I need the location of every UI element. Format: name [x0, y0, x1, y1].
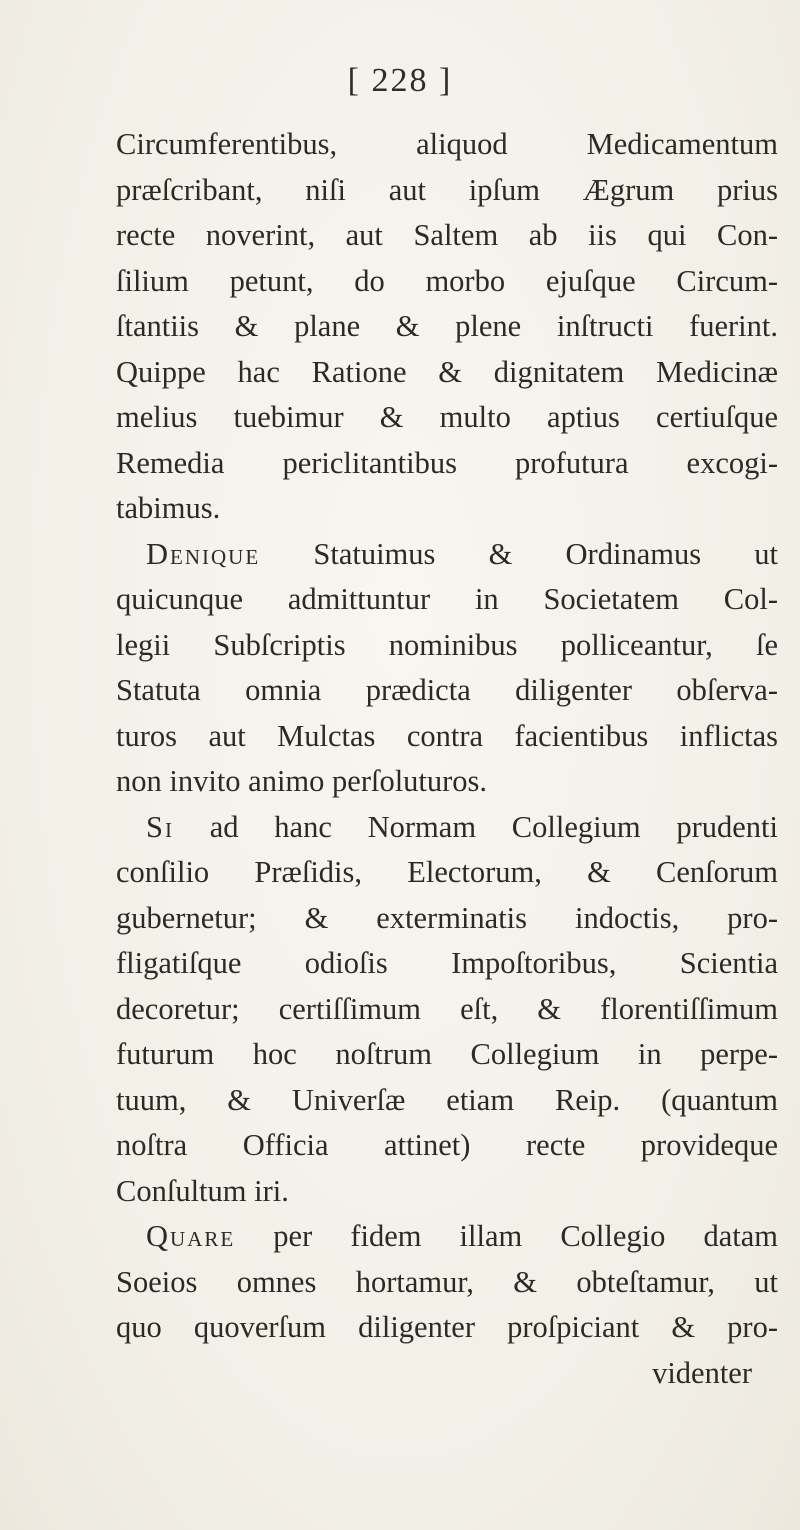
- text-line: legii Subſcriptis nominibus polliceantur, ſe: [116, 627, 778, 662]
- text-line: tabimus.: [116, 491, 221, 525]
- text-line: gubernetur; & exterminatis indoctis, pro-: [116, 900, 778, 935]
- lead-word: Denique: [146, 536, 261, 571]
- text-line: quicunque admittuntur in Societatem Col-: [116, 582, 778, 616]
- first-line-rest: ad hanc Normam Collegium prudenti: [173, 809, 778, 844]
- text-line: noſtra Officia attinet) recte provideque: [116, 1128, 778, 1162]
- paragraph-1: [116, 122, 778, 532]
- text-line: Soeios omnes hortamur, & obteſtamur, ut: [116, 1264, 778, 1299]
- lead-word: Si: [146, 809, 174, 844]
- page-number: [ 228 ]: [347, 62, 453, 99]
- text-line: tuum, & Univerſæ etiam Reip. (quantum: [116, 1082, 778, 1117]
- text-line: fligatiſque odioſis Impoſtoribus, Scientia: [116, 946, 778, 980]
- paragraph-first-line: [116, 805, 778, 851]
- text-line: Conſultum iri.: [116, 1173, 289, 1208]
- text-line: turos aut Mulctas contra facientibus inflictas: [116, 718, 778, 753]
- text-line: non invito animo perſoluturos.: [116, 764, 488, 798]
- text-line: recte noverint, aut Saltem ab iis qui Con-: [116, 218, 778, 252]
- lead-word: Quare: [146, 1219, 236, 1253]
- text-line: quo quoverſum diligenter proſpiciant & pro-: [116, 1310, 778, 1344]
- text-line: ſtantiis & plane & plene inſtructi fuerint.: [116, 309, 778, 343]
- text-line: ſilium petunt, do morbo ejuſque Circum-: [116, 263, 778, 298]
- first-line-rest: Statuimus & Ordinamus ut: [260, 536, 778, 571]
- body-text: [116, 122, 778, 1396]
- text-line: Circumferentibus, aliquod Medicamentum: [116, 127, 778, 161]
- text-line: conſilio Præſidis, Electorum, & Cenſorum: [116, 855, 778, 889]
- paragraph-2: [116, 532, 778, 805]
- text-line: melius tuebimur & multo aptius certiuſque: [116, 400, 778, 434]
- text-line: decoretur; certiſſimum eſt, & florentiſſimum: [116, 991, 778, 1026]
- paragraph-4: [116, 1214, 778, 1396]
- catchword: videnter: [652, 1355, 752, 1390]
- paragraph-3: [116, 805, 778, 1215]
- paragraph-first-line: [116, 1214, 778, 1260]
- text-line: Remedia periclitantibus profutura excogi-: [116, 445, 778, 480]
- text-line: futurum hoc noſtrum Collegium in perpe-: [116, 1037, 778, 1071]
- text-line: Quippe hac Ratione & dignitatem Medicinæ: [116, 354, 778, 389]
- text-line: præſcribant, niſi aut ipſum Ægrum prius: [116, 172, 778, 207]
- first-line-rest: per fidem illam Collegio datam: [235, 1219, 778, 1253]
- text-line: Statuta omnia prædicta diligenter obſerva-: [116, 673, 778, 707]
- paragraph-first-line: [116, 532, 778, 578]
